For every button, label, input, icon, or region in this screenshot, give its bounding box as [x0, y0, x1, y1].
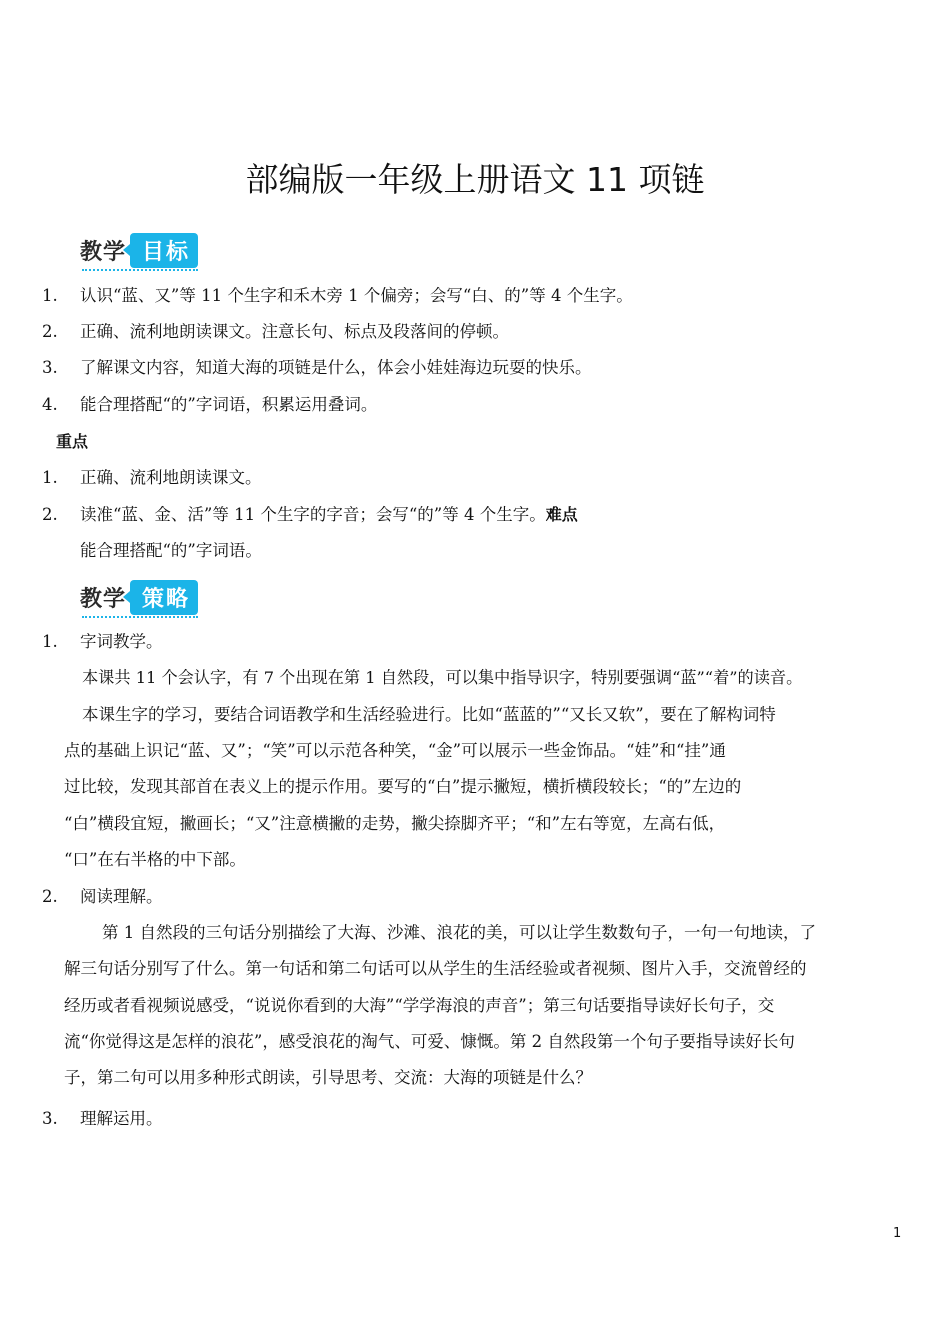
goal-item: 能合理搭配“的”字词语，积累运用叠词。 [80, 395, 378, 414]
strategy-num: 1. [42, 632, 58, 651]
goal-item: 正确、流利地朗读课文。注意长句、标点及段落间的停顿。 [80, 322, 509, 341]
page-number: 1 [893, 1226, 902, 1241]
goal-num: 3. [42, 358, 58, 377]
key-item: 正确、流利地朗读课文。 [80, 468, 262, 487]
strategy-paragraph-line: 流“你觉得这是怎样的浪花”，感受浪花的淘气、可爱、慷慨。第 2 自然段第一个句子要指导读好长句 [64, 1032, 795, 1051]
strategy-title: 字词教学。 [80, 632, 163, 651]
strategy-paragraph-line: 本课生字的学习，要结合词语教学和生活经验进行。比如“蓝蓝的”“又长又软”，要在了解构词特 [82, 705, 776, 724]
goal-num: 4. [42, 395, 58, 414]
key-num: 1. [42, 468, 58, 487]
strategy-paragraph-line: 经历或者看视频说感受，“说说你看到的大海”“学学海浪的声音”；第三句话要指导读好长句子，交 [64, 996, 775, 1015]
strategy-paragraph-line: 过比较，发现其部首在表义上的提示作用。要写的“白”提示撇短，横折横段较长；“的”左边的 [64, 777, 742, 796]
strategy-paragraph-line: 解三句话分别写了什么。第一句话和第二句话可以从学生的生活经验或者视频、图片入手，交流曾经的 [64, 959, 807, 978]
strategy-paragraph-line: “口”在右半格的中下部。 [64, 850, 246, 869]
goals-badge-blue: 目标 [130, 233, 198, 268]
badge-underline [82, 269, 198, 271]
goals-badge-dark: 教学 [80, 239, 127, 265]
goals-badge [80, 232, 198, 268]
strategy-title: 阅读理解。 [80, 887, 163, 906]
strategy-paragraph-line: “白”横段宜短，撇画长；“又”注意横撇的走势，撇尖捺脚齐平；“和”左右等宽，左高右低， [64, 814, 726, 833]
goal-item: 认识“蓝、又”等 11 个生字和禾木旁 1 个偏旁；会写“白、的”等 4 个生字。 [80, 286, 633, 305]
strategy-num: 3. [42, 1109, 58, 1128]
strategy-title: 理解运用。 [80, 1109, 163, 1128]
strategy-paragraph-line: 子，第二句可以用多种形式朗读，引导思考、交流：大海的项链是什么？ [64, 1068, 592, 1087]
difficulty-text: 能合理搭配“的”字词语。 [80, 541, 262, 560]
strategy-num: 2. [42, 887, 58, 906]
page-title: 部编版一年级上册语文 11 项链 [245, 160, 705, 199]
key-item-text: 读准“蓝、金、活”等 11 个生字的字音；会写“的”等 4 个生字。 [80, 505, 546, 524]
strategy-paragraph-line: 点的基础上识记“蓝、又”；“笑”可以示范各种笑，“金”可以展示一些金饰品。“娃”和“挂”通 [64, 741, 726, 760]
goal-num: 2. [42, 322, 58, 341]
strategy-paragraph-line: 第 1 自然段的三句话分别描绘了大海、沙滩、浪花的美，可以让学生数数句子，一句一句地读，了 [102, 923, 816, 942]
badge-underline [82, 616, 198, 618]
key-item [80, 504, 578, 526]
goal-item: 了解课文内容，知道大海的项链是什么，体会小娃娃海边玩耍的快乐。 [80, 358, 592, 377]
key-num: 2. [42, 505, 58, 524]
goal-num: 1. [42, 286, 58, 305]
key-heading: 重点 [56, 432, 89, 451]
strategy-badge [80, 579, 198, 615]
strategy-badge-dark: 教学 [80, 586, 127, 612]
strategy-paragraph-line: 本课共 11 个会认字，有 7 个出现在第 1 自然段，可以集中指导识字，特别要强调“蓝”“着”的读音。 [82, 668, 803, 687]
difficulty-heading: 难点 [545, 505, 578, 524]
strategy-badge-blue: 策略 [130, 580, 198, 615]
